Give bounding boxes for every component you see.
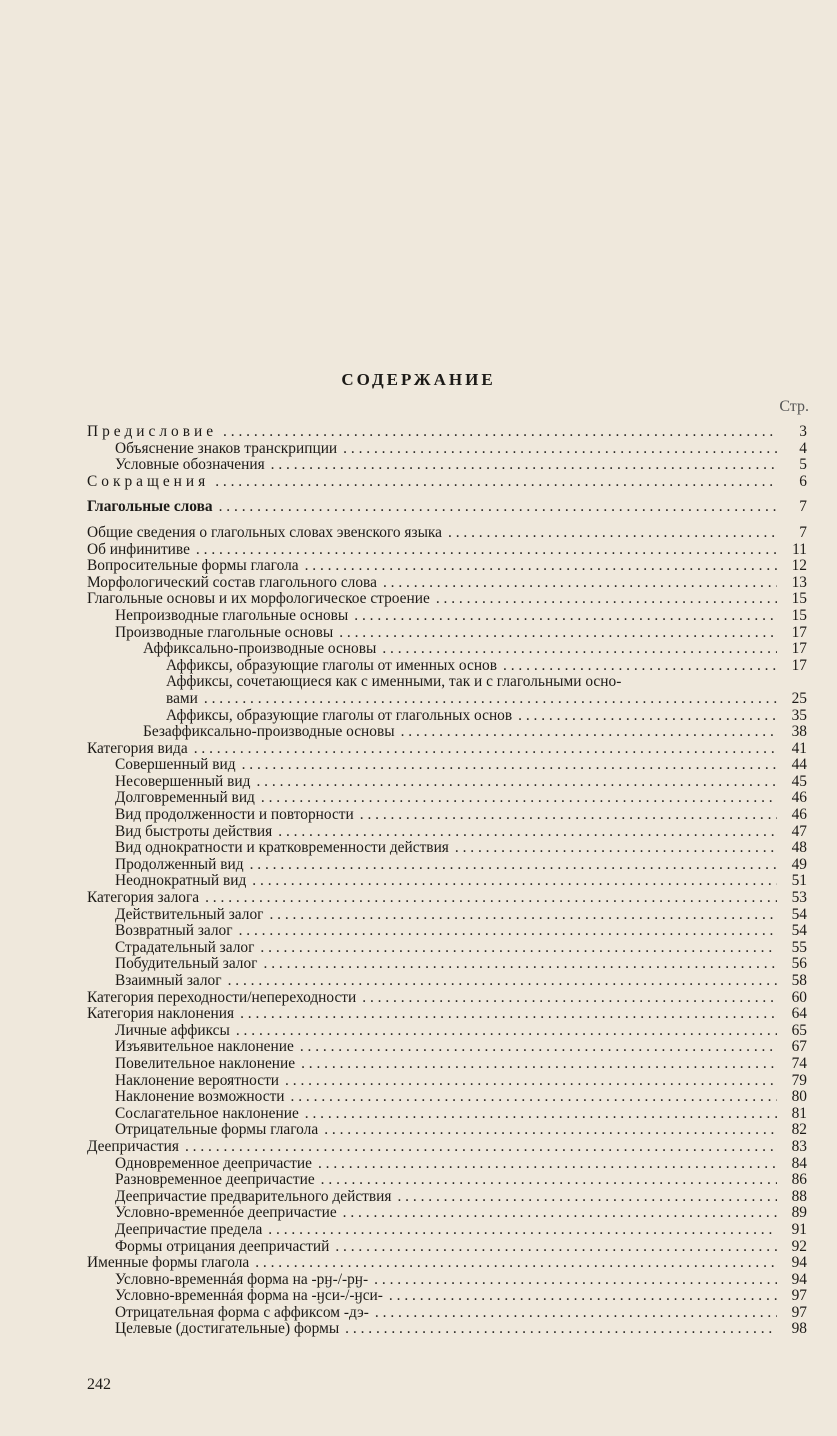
toc-entry-title: Возвратный залог	[115, 922, 233, 940]
toc-entry-title: Несовершенный вид	[115, 772, 251, 790]
toc-entry	[87, 724, 807, 741]
toc-entry-title: Действительный залог	[115, 905, 264, 923]
toc-entry-page: 51	[791, 872, 807, 890]
toc-entry-page: 6	[799, 472, 807, 490]
toc-entry	[87, 923, 807, 940]
dot-leader	[271, 457, 777, 474]
toc-entry	[87, 890, 807, 907]
toc-entry-page: 74	[791, 1054, 807, 1072]
toc-entry-title: Предисловие	[87, 423, 218, 440]
toc-entry-title: Непроизводные глагольные основы	[115, 606, 349, 624]
dot-leader	[261, 790, 777, 807]
toc-entry-page: 49	[791, 855, 807, 873]
toc-entry-title: Условно-временнáя форма на -рӈ-/-рӈ-	[115, 1270, 369, 1288]
toc-entry-page: 55	[791, 938, 807, 956]
toc-entry-page: 35	[791, 706, 807, 724]
toc-entry	[87, 625, 807, 642]
toc-entry	[87, 591, 807, 608]
toc-entry-title: Категория наклонения	[87, 1005, 235, 1023]
dot-leader	[401, 724, 777, 741]
table-of-contents	[87, 424, 807, 1338]
toc-entry-page: 38	[791, 723, 807, 741]
toc-entry-title: Страдательный залог	[115, 938, 255, 956]
toc-entry-page: 3	[799, 423, 807, 440]
toc-entry-title: вами	[166, 689, 198, 707]
toc-entry	[87, 990, 807, 1007]
toc-entry	[87, 641, 807, 658]
dot-leader	[242, 757, 777, 774]
toc-entry-title: Формы отрицания деепричастий	[115, 1237, 330, 1255]
toc-entry-title: Об инфинитиве	[87, 540, 190, 558]
toc-entry-title: Вопросительные формы глагола	[87, 557, 299, 575]
toc-entry-title: Объяснение знаков транскрипции	[115, 439, 338, 457]
toc-entry-page: 4	[799, 439, 807, 457]
toc-entry-title: Аффиксы, образующие глаголы от глагольных основ	[166, 706, 513, 724]
toc-entry	[87, 1222, 807, 1239]
toc-entry	[87, 525, 807, 542]
toc-entry-page: 47	[791, 822, 807, 840]
toc-entry-page: 13	[791, 573, 807, 591]
dot-leader	[228, 973, 777, 990]
toc-entry-title: Одновременное деепричастие	[115, 1154, 312, 1172]
toc-entry	[87, 1023, 807, 1040]
toc-entry	[87, 741, 807, 758]
toc-entry	[87, 1156, 807, 1173]
toc-entry	[87, 558, 807, 575]
toc-entry	[87, 1056, 807, 1073]
toc-entry-page: 91	[791, 1220, 807, 1238]
toc-entry-title: Побудительный залог	[115, 955, 258, 973]
toc-entry-title: Вид быстроты действия	[115, 822, 273, 840]
dot-leader	[305, 558, 777, 575]
toc-entry	[87, 575, 807, 592]
toc-entry	[87, 1006, 807, 1023]
toc-entry	[87, 1189, 807, 1206]
toc-entry-title: Сослагательное наклонение	[115, 1104, 299, 1122]
dot-leader	[301, 1056, 777, 1073]
toc-entry-page: 54	[791, 922, 807, 940]
toc-entry-title: Общие сведения о глагольных словах эвенского языка	[87, 523, 442, 541]
toc-entry-title: Целевые (достигательные) формы	[115, 1320, 340, 1338]
toc-entry-page: 81	[791, 1104, 807, 1122]
toc-entry-page: 44	[791, 756, 807, 774]
toc-entry	[87, 424, 807, 441]
toc-entry	[87, 1106, 807, 1123]
dot-leader	[256, 774, 777, 791]
toc-entry	[87, 857, 807, 874]
toc-entry-page: 17	[791, 640, 807, 658]
toc-entry	[87, 1288, 807, 1305]
dot-leader	[397, 1189, 777, 1206]
toc-entry-title: Условно-временнáя форма на -ӈси-/-ӈси-	[115, 1287, 383, 1305]
toc-entry-page: 92	[791, 1237, 807, 1255]
toc-entry	[87, 457, 807, 474]
dot-leader	[194, 741, 777, 758]
toc-entry-title: Неоднократный вид	[115, 872, 247, 890]
dot-leader	[354, 608, 777, 625]
page-number: 242	[87, 1376, 111, 1393]
toc-entry-title: Наклонение вероятности	[115, 1071, 280, 1089]
toc-entry-page: 97	[791, 1287, 807, 1305]
toc-entry-title: Деепричастие предела	[115, 1220, 263, 1238]
toc-entry	[87, 824, 807, 841]
page-title: СОДЕРЖАНИЕ	[341, 370, 496, 389]
dot-leader	[268, 1222, 777, 1239]
toc-entry-page: 5	[799, 456, 807, 474]
toc-entry-page: 94	[791, 1254, 807, 1272]
dot-leader	[383, 575, 777, 592]
toc-entry	[87, 708, 807, 725]
dot-leader	[321, 1172, 777, 1189]
dot-leader	[252, 873, 777, 890]
toc-entry-title: Аффиксы, сочетающиеся как с именными, так и с глагольными осно-	[166, 673, 622, 691]
dot-leader	[215, 474, 777, 491]
dot-leader	[436, 591, 777, 608]
dot-leader	[518, 708, 777, 725]
toc-entry	[87, 757, 807, 774]
dot-leader	[345, 1321, 777, 1338]
toc-entry	[87, 940, 807, 957]
toc-entry-title: Разновременное деепричастие	[115, 1171, 315, 1189]
toc-entry-page: 41	[791, 739, 807, 757]
toc-entry-page: 80	[791, 1088, 807, 1106]
dot-leader	[185, 1139, 777, 1156]
dot-leader	[318, 1156, 777, 1173]
toc-entry-title: Отрицательная форма с аффиксом -дэ-	[115, 1303, 369, 1321]
dot-leader	[339, 625, 777, 642]
toc-entry-page: 11	[792, 540, 807, 558]
toc-entry-page: 45	[791, 772, 807, 790]
toc-entry-title: Отрицательные формы глагола	[115, 1121, 319, 1139]
toc-entry-page: 48	[791, 839, 807, 857]
toc-entry	[87, 840, 807, 857]
toc-entry-page: 7	[799, 523, 807, 541]
dot-leader	[219, 499, 777, 516]
toc-entry-page: 67	[791, 1038, 807, 1056]
toc-entry-page: 94	[791, 1270, 807, 1288]
toc-entry-title: Категория вида	[87, 739, 188, 757]
toc-entry	[87, 691, 807, 708]
toc-entry-page: 53	[791, 889, 807, 907]
dot-leader	[360, 807, 777, 824]
toc-entry-title: Условные обозначения	[115, 456, 265, 474]
toc-entry	[87, 956, 807, 973]
toc-entry	[87, 674, 807, 691]
toc-entry-title: Глагольные слова	[87, 498, 213, 516]
toc-entry-title: Повелительное наклонение	[115, 1054, 296, 1072]
toc-entry-title: Деепричастие предварительного действия	[115, 1187, 392, 1205]
toc-entry-page: 86	[791, 1171, 807, 1189]
dot-leader	[374, 1272, 777, 1289]
dot-leader	[196, 542, 777, 559]
toc-entry	[87, 1089, 807, 1106]
toc-entry	[87, 1122, 807, 1139]
toc-entry-page: 97	[791, 1303, 807, 1321]
toc-entry-page: 64	[791, 1005, 807, 1023]
dot-leader	[250, 857, 777, 874]
dot-leader	[239, 923, 777, 940]
toc-entry	[87, 499, 807, 516]
toc-entry-page: 54	[791, 905, 807, 923]
dot-leader	[503, 658, 777, 675]
dot-leader	[455, 840, 777, 857]
dot-leader	[382, 641, 777, 658]
dot-leader	[285, 1073, 777, 1090]
toc-entry	[87, 790, 807, 807]
dot-leader	[278, 824, 777, 841]
dot-leader	[305, 1106, 777, 1123]
toc-entry-title: Долговременный вид	[115, 789, 255, 807]
toc-entry	[87, 658, 807, 675]
toc-entry-title: Безаффиксально-производные основы	[143, 723, 395, 741]
toc-entry	[87, 807, 807, 824]
toc-entry-title: Взаимный залог	[115, 972, 222, 989]
dot-leader	[223, 424, 777, 441]
dot-leader	[291, 1089, 777, 1106]
toc-entry	[87, 474, 807, 491]
toc-entry-title: Морфологический состав глагольного слова	[87, 573, 377, 591]
toc-entry-page: 82	[791, 1121, 807, 1139]
toc-entry-page: 15	[791, 590, 807, 608]
toc-entry	[87, 441, 807, 458]
toc-entry	[87, 1073, 807, 1090]
toc-entry-title: Изъявительное наклонение	[115, 1038, 294, 1056]
toc-entry	[87, 1172, 807, 1189]
toc-entry-page: 25	[791, 689, 807, 707]
toc-entry-title: Наклонение возможности	[115, 1088, 285, 1106]
toc-entry-title: Совершенный вид	[115, 756, 236, 774]
toc-entry-title: Продолженный вид	[115, 855, 244, 873]
toc-entry-title: Вид продолженности и повторности	[115, 806, 354, 824]
toc-entry-page: 84	[791, 1154, 807, 1172]
dot-leader	[448, 525, 777, 542]
toc-entry-page: 58	[791, 972, 807, 989]
page-column-label: Стр.	[779, 398, 809, 415]
toc-entry	[87, 907, 807, 924]
dot-leader	[335, 1239, 777, 1256]
toc-entry-title: Аффиксы, образующие глаголы от именных основ	[166, 656, 498, 674]
dot-leader	[240, 1006, 777, 1023]
toc-entry-page: 83	[791, 1137, 807, 1155]
dot-leader	[236, 1023, 777, 1040]
dot-leader	[204, 691, 777, 708]
toc-entry	[87, 1321, 807, 1338]
toc-entry-page: 15	[791, 606, 807, 624]
dot-leader	[343, 1205, 777, 1222]
toc-entry-page: 12	[791, 557, 807, 575]
toc-entry-title: Категория переходности/непереходности	[87, 988, 357, 1006]
toc-entry-page: 56	[791, 955, 807, 973]
toc-entry-page: 79	[791, 1071, 807, 1089]
toc-entry	[87, 1272, 807, 1289]
toc-entry	[87, 1255, 807, 1272]
dot-leader	[300, 1039, 777, 1056]
toc-entry	[87, 1305, 807, 1322]
toc-entry	[87, 1139, 807, 1156]
toc-entry-page: 7	[799, 498, 807, 516]
dot-leader	[324, 1122, 777, 1139]
toc-entry-title: Личные аффиксы	[115, 1021, 230, 1039]
toc-entry-page: 65	[791, 1021, 807, 1039]
dot-leader	[255, 1255, 777, 1272]
toc-entry	[87, 873, 807, 890]
dot-leader	[343, 441, 777, 458]
toc-entry-page: 46	[791, 806, 807, 824]
toc-entry-page: 60	[791, 988, 807, 1006]
toc-entry-page: 17	[791, 623, 807, 641]
toc-entry-title: Глагольные основы и их морфологическое строение	[87, 590, 430, 608]
toc-entry	[87, 1039, 807, 1056]
dot-leader	[205, 890, 777, 907]
dot-leader	[362, 990, 777, 1007]
toc-entry	[87, 973, 807, 990]
dot-leader	[269, 907, 777, 924]
toc-entry-title: Вид однократности и кратковременности действия	[115, 839, 449, 857]
toc-entry-title: Именные формы глагола	[87, 1254, 250, 1272]
toc-entry	[87, 1239, 807, 1256]
toc-entry-title: Деепричастия	[87, 1137, 179, 1155]
toc-entry-page: 17	[791, 656, 807, 674]
toc-entry-title: Сокращения	[87, 472, 210, 490]
toc-entry-page: 46	[791, 789, 807, 807]
toc-entry-title: Условно-временнóе деепричастие	[115, 1204, 337, 1222]
toc-entry-page: 88	[791, 1187, 807, 1205]
dot-leader	[260, 940, 777, 957]
toc-entry	[87, 1205, 807, 1222]
dot-leader	[389, 1288, 777, 1305]
toc-entry	[87, 542, 807, 559]
toc-entry-title: Категория залога	[87, 889, 200, 907]
dot-leader	[375, 1305, 777, 1322]
dot-leader	[264, 956, 778, 973]
toc-entry	[87, 774, 807, 791]
toc-entry-title: Аффиксально-производные основы	[143, 640, 377, 658]
toc-entry-page: 98	[791, 1320, 807, 1338]
toc-entry	[87, 608, 807, 625]
toc-entry-title: Производные глагольные основы	[115, 623, 334, 641]
toc-entry-page: 89	[791, 1204, 807, 1222]
